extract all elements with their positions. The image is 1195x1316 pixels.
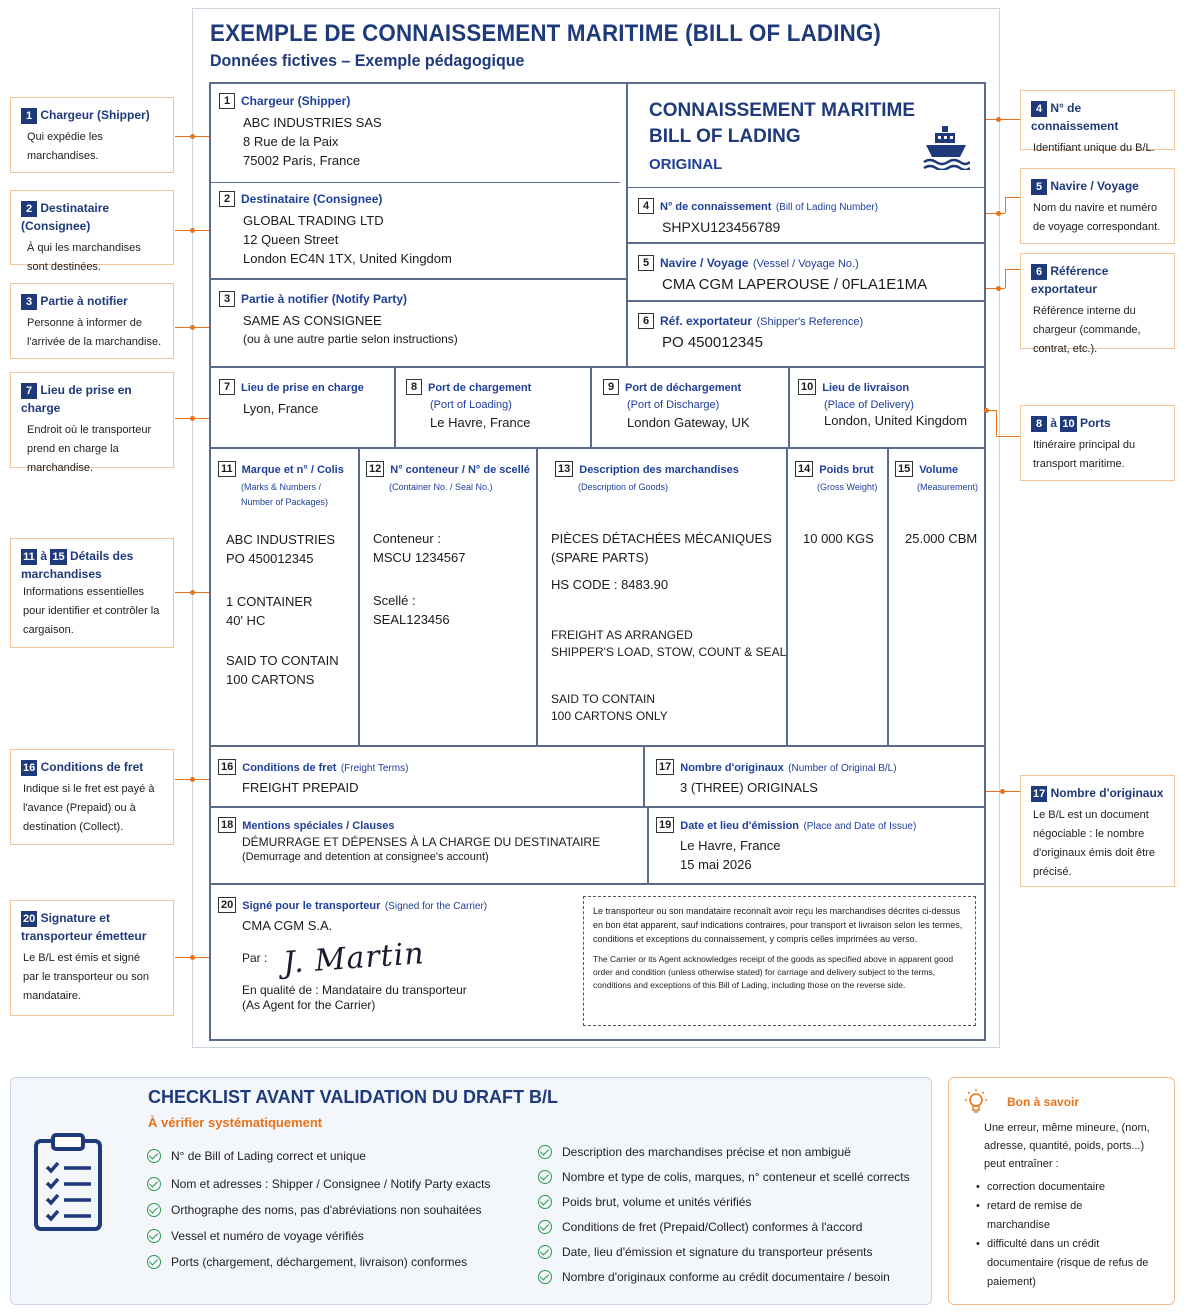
field-bl-number (638, 197, 983, 237)
field-sublabel: (Marks & Numbers / (241, 482, 322, 492)
signature: J. Martin (282, 935, 427, 981)
shipper-name: ABC INDUSTRIES SAS (243, 115, 382, 130)
callout-number: 6 (1031, 264, 1047, 280)
field-label: Poids brut (819, 464, 874, 476)
field-number: 13 (555, 461, 573, 477)
checklist-right (538, 1144, 928, 1294)
checklist-subtitle: À vérifier systématiquement (148, 1115, 323, 1130)
checklist-item-text: Ports (chargement, déchargement, livraison) conformes (171, 1255, 468, 1269)
checklist-item-text: Nom et adresses : Shipper / Consignee / Notify Party exacts (171, 1177, 491, 1191)
callout-title: Lieu de prise en charge (21, 383, 132, 415)
checklist-item (147, 1228, 527, 1244)
check-circle-icon (538, 1270, 552, 1284)
checklist-item-text: Poids brut, volume et unités vérifiés (562, 1195, 752, 1209)
marks-line: 1 CONTAINER (226, 594, 313, 609)
callout-number: 7 (21, 383, 37, 399)
callout-number: 16 (23, 761, 36, 774)
field-marks-numbers (218, 460, 358, 689)
capacity-line: En qualité de : Mandataire du transporteur (242, 983, 467, 997)
callout-number: 1 (21, 108, 37, 124)
field-sublabel: Number of Packages) (241, 497, 329, 507)
callout-desc: Informations essentielles pour identifier et contrôler la cargaison. (23, 586, 160, 636)
callout-goods-details (10, 538, 174, 648)
field-label: Signé pour le transporteur (242, 900, 381, 912)
marks-line: 100 CARTONS (226, 672, 315, 687)
field-label: N° conteneur / N° de scellé (390, 464, 530, 476)
field-sublabel: (Signed for the Carrier) (384, 901, 488, 912)
checklist-item (538, 1244, 928, 1260)
field-number: 18 (218, 817, 236, 833)
goods-line: FREIGHT AS ARRANGED (551, 628, 693, 642)
clause-line: DÉMURRAGE ET DÉPENSES À LA CHARGE DU DESTINATAIRE (242, 835, 601, 849)
checklist-item-text: Date, lieu d'émission et signature du transporteur présents (562, 1245, 873, 1259)
field-consignee (219, 190, 619, 268)
receipt-clause-box (583, 896, 976, 1026)
tip-intro: Une erreur, même mineure, (nom, adresse, quantité, poids, ports...) peut entraîner : (984, 1122, 1150, 1170)
issue-place: Le Havre, France (680, 838, 781, 853)
callout-desc: Identifiant unique du B/L. (1033, 142, 1155, 154)
ship-icon (922, 124, 970, 170)
shipper-city: 75002 Paris, France (243, 153, 361, 168)
bl-number-value: SHPXU123456789 (662, 219, 781, 235)
field-sublabel: (Place and Date of Issue) (803, 821, 917, 832)
checklist-item (538, 1144, 928, 1160)
field-sublabel: (Number of Original B/L) (788, 763, 897, 774)
field-label: Port de déchargement (625, 382, 742, 394)
consignee-city: London EC4N 1TX, United Kingdom (243, 251, 452, 266)
field-label: Lieu de prise en charge (241, 382, 364, 394)
checklist-title: CHECKLIST AVANT VALIDATION DU DRAFT B/L (148, 1087, 558, 1107)
field-number: 7 (219, 379, 235, 395)
checklist-item-text: Nombre et type de colis, marques, n° conteneur et scellé corrects (562, 1170, 910, 1184)
callout-title: N° de connaissement (1031, 101, 1119, 133)
place-of-receipt-value: Lyon, France (243, 401, 319, 416)
goods-line: 100 CARTONS ONLY (551, 709, 668, 723)
field-sublabel: (Freight Terms) (340, 763, 409, 774)
field-label: Conditions de fret (242, 762, 337, 774)
field-label: Port de chargement (428, 382, 532, 394)
clipboard-icon (33, 1133, 103, 1233)
goods-line: SAID TO CONTAIN (551, 692, 656, 706)
field-number: 15 (895, 461, 913, 477)
callout-title: Nombre d'originaux (1050, 786, 1164, 800)
field-number: 12 (366, 461, 384, 477)
field-label: Réf. exportateur (660, 314, 753, 328)
field-sublabel: (Vessel / Voyage No.) (752, 258, 859, 270)
callout-consignee (10, 190, 174, 273)
field-volume (895, 460, 985, 548)
checklist-item-text: N° de Bill of Lading correct et unique (171, 1149, 366, 1163)
field-number: 8 (406, 379, 422, 395)
checklist-item-text: Nombre d'originaux conforme au crédit documentaire / besoin (562, 1270, 890, 1284)
field-number: 17 (656, 759, 674, 775)
field-number: 10 (798, 379, 816, 395)
callout-ports (1020, 405, 1175, 481)
callout-number-originals (1020, 775, 1175, 887)
callout-desc: Le B/L est un document négociable : le nombre d'originaux émis doit être précisé. (1033, 809, 1155, 878)
field-sublabel: (Measurement) (917, 482, 979, 492)
marks-line: 40' HC (226, 613, 266, 628)
field-vessel-voyage (638, 254, 983, 294)
checklist-left (147, 1148, 527, 1279)
callout-desc: Personne à informer de l'arrivée de la marchandise. (27, 317, 162, 348)
field-label: Chargeur (Shipper) (241, 94, 351, 108)
callout-shipper-reference (1020, 253, 1175, 355)
consignee-address: 12 Queen Street (243, 232, 339, 247)
field-label: Description des marchandises (579, 464, 739, 476)
field-sublabel: (Description of Goods) (578, 482, 669, 492)
check-circle-icon (147, 1149, 161, 1163)
field-description-goods (551, 460, 787, 725)
check-circle-icon (538, 1220, 552, 1234)
check-circle-icon (538, 1145, 552, 1159)
check-circle-icon (538, 1170, 552, 1184)
field-sublabel: (Shipper's Reference) (756, 316, 864, 328)
place-of-delivery-value: London, United Kingdom (824, 413, 968, 428)
callout-title: Navire / Voyage (1050, 179, 1139, 193)
field-gross-weight (795, 460, 887, 548)
tip-item-text: retard de remise de marchandise (987, 1200, 1083, 1231)
tip-title: Bon à savoir (1007, 1095, 1080, 1109)
port-of-loading-value: Le Havre, France (430, 415, 531, 430)
field-number-originals (656, 758, 984, 797)
callout-title: Destinataire (Consignee) (21, 201, 110, 233)
checklist-item-text: Description des marchandises précise et non ambiguë (562, 1145, 851, 1159)
field-number: 6 (638, 313, 654, 329)
field-sublabel: (Place of Delivery) (824, 399, 914, 411)
carrier-name: CMA CGM S.A. (242, 918, 333, 933)
vessel-voyage-value: CMA CGM LAPEROUSE / 0FLA1E1MA (662, 276, 928, 293)
field-number: 20 (218, 897, 236, 913)
callout-title: Ports (1079, 416, 1111, 430)
shipper-reference-value: PO 450012345 (662, 334, 763, 351)
callout-joiner: à (1050, 416, 1058, 430)
callout-vessel-voyage (1020, 168, 1175, 244)
gross-weight-value: 10 000 KGS (803, 531, 874, 546)
checklist-item (538, 1269, 928, 1285)
callout-title: Partie à notifier (40, 294, 128, 308)
callout-number: 5 (1031, 179, 1047, 195)
field-sublabel: (Gross Weight) (817, 482, 878, 492)
callout-title: Signature et transporteur émetteur (21, 911, 147, 943)
checklist-item (147, 1254, 527, 1270)
check-circle-icon (538, 1245, 552, 1259)
checklist-item (538, 1169, 928, 1185)
clause-line: (Demurrage and detention at consignee's account) (242, 851, 489, 863)
check-circle-icon (147, 1255, 161, 1269)
checklist-item (538, 1194, 928, 1210)
field-sublabel: (Port of Discharge) (627, 399, 720, 411)
field-freight-terms (218, 758, 638, 797)
callout-number: 17 (1033, 787, 1046, 800)
field-label: Destinataire (Consignee) (241, 192, 383, 206)
notify-note: (ou à une autre partie selon instructions) (243, 332, 458, 346)
field-label: Lieu de livraison (822, 382, 910, 394)
container-label: Conteneur : (373, 531, 441, 546)
marks-line: SAID TO CONTAIN (226, 653, 339, 668)
callout-number: 20 (23, 912, 36, 925)
field-label: Mentions spéciales / Clauses (242, 820, 395, 832)
check-circle-icon (147, 1177, 161, 1191)
field-number: 9 (603, 379, 619, 395)
field-shipper-reference (638, 312, 983, 352)
check-circle-icon (147, 1203, 161, 1217)
signed-by-label: Par : (242, 950, 268, 965)
checklist-item-text: Vessel et numéro de voyage vérifiés (171, 1229, 364, 1243)
field-sublabel: (Bill of Lading Number) (775, 202, 879, 213)
field-port-of-loading (406, 378, 588, 432)
freight-terms-value: FREIGHT PREPAID (242, 780, 359, 795)
clause-french: Le transporteur ou son mandataire reconnaît avoir reçu les marchandises décrites ci-dessus en bon état apparent, sauf indications contraires, pour transport et livraison selon les termes, conditions et exceptions du connaissement, y compris celles imprimées au verso. (593, 906, 963, 944)
field-label: N° de connaissement (660, 201, 772, 213)
field-label: Volume (919, 464, 959, 476)
consignee-name: GLOBAL TRADING LTD (243, 213, 384, 228)
field-number: 5 (638, 255, 654, 271)
volume-value: 25.000 CBM (905, 531, 978, 546)
callout-title: Référence exportateur (1031, 264, 1109, 296)
check-circle-icon (538, 1195, 552, 1209)
field-sublabel: (Container No. / Seal No.) (389, 482, 493, 492)
container-value: MSCU 1234567 (373, 550, 466, 565)
callout-freight-terms (10, 749, 174, 845)
page-subtitle: Données fictives – Exemple pédagogique (210, 51, 525, 70)
goods-line: SHIPPER'S LOAD, STOW, COUNT & SEAL (551, 645, 787, 659)
issue-date: 15 mai 2026 (680, 857, 752, 872)
bl-header-line1: CONNAISSEMENT MARITIME (649, 100, 915, 121)
callout-number: 15 (52, 550, 65, 563)
field-number: 16 (218, 759, 236, 775)
checklist-item (147, 1176, 527, 1192)
callout-desc: Qui expédie les marchandises. (27, 131, 103, 162)
field-place-of-delivery (798, 378, 984, 430)
tip-item: • retard de remise de marchandise (976, 1197, 1168, 1235)
field-place-of-receipt (219, 378, 391, 418)
page-title: EXEMPLE DE CONNAISSEMENT MARITIME (BILL OF LADING) (210, 20, 882, 47)
field-place-date-issue (656, 816, 984, 874)
clause-english: The Carrier or its Agent acknowledges receipt of the goods as specified above in apparent good order and condition (unless otherwise stated) for carriage and delivery subject to the terms, conditions and exceptions of this Bill of Lading, including those on the reverse side. (593, 954, 954, 990)
field-label: Nombre d'originaux (680, 762, 784, 774)
field-label: Partie à notifier (Notify Party) (241, 292, 408, 306)
field-number: 4 (638, 198, 654, 214)
originals-value: 3 (THREE) ORIGINALS (680, 780, 818, 795)
capacity-line: (As Agent for the Carrier) (242, 998, 376, 1012)
check-circle-icon (147, 1229, 161, 1243)
callout-desc: Endroit où le transporteur prend en charge la marchandise. (27, 424, 152, 474)
callout-number: 11 (21, 549, 37, 565)
callout-place-of-receipt (10, 372, 174, 474)
callout-title: Détails des marchandises (21, 549, 134, 581)
checklist-item (538, 1219, 928, 1235)
field-number: 11 (218, 461, 236, 477)
tip-item: • difficulté dans un crédit documentaire (risque de refus de paiement) (976, 1235, 1168, 1292)
notify-value: SAME AS CONSIGNEE (243, 313, 382, 328)
marks-line: ABC INDUSTRIES (226, 532, 336, 547)
checklist-item-text: Orthographe des noms, pas d'abréviations non souhaitées (171, 1203, 482, 1217)
callout-notify-party (10, 283, 174, 359)
bl-header-line2: BILL OF LADING (649, 126, 801, 147)
callout-bl-number (1020, 90, 1175, 154)
callout-number: 2 (21, 201, 37, 217)
callout-number: 4 (1031, 101, 1047, 117)
lightbulb-icon (962, 1088, 990, 1118)
goods-line: (SPARE PARTS) (551, 550, 649, 565)
original-label: ORIGINAL (649, 156, 723, 173)
field-number: 3 (219, 291, 235, 307)
shipper-address: 8 Rue de la Paix (243, 134, 339, 149)
checklist-item (147, 1148, 527, 1164)
callout-number: 10 (1062, 417, 1075, 430)
callout-desc: À qui les marchandises sont destinées. (27, 242, 141, 273)
field-number: 2 (219, 191, 235, 207)
field-shipper (219, 92, 614, 170)
seal-value: SEAL123456 (373, 612, 450, 627)
goods-line: PIÈCES DÉTACHÉES MÉCANIQUES (551, 531, 772, 546)
field-label: Marque et n° / Colis (241, 464, 344, 476)
callout-title: Conditions de fret (40, 760, 144, 774)
callout-desc: Nom du navire et numéro de voyage correspondant. (1033, 202, 1161, 233)
callout-desc: Indique si le fret est payé à l'avance (Prepaid) ou à destination (Collect). (23, 783, 155, 833)
tip-item-text: correction documentaire (987, 1181, 1106, 1193)
callout-desc: Itinéraire principal du transport maritime. (1033, 439, 1136, 470)
field-container-seal (366, 460, 536, 629)
field-signature (218, 896, 578, 1013)
tip-item: • correction documentaire (976, 1178, 1168, 1197)
field-number: 19 (656, 817, 674, 833)
callout-desc: Référence interne du chargeur (commande, contrat, etc.). (1033, 305, 1141, 355)
callout-joiner: à (40, 549, 48, 563)
port-of-discharge-value: London Gateway, UK (627, 415, 750, 430)
callout-number: 8 (1031, 416, 1047, 432)
marks-line: PO 450012345 (226, 551, 314, 566)
callout-shipper (10, 97, 174, 173)
seal-label: Scellé : (373, 593, 416, 608)
hs-code: HS CODE : 8483.90 (551, 577, 669, 592)
field-label: Navire / Voyage (660, 256, 749, 270)
checklist-item (147, 1202, 527, 1218)
callout-number: 3 (21, 294, 37, 310)
field-notify-party (219, 290, 619, 349)
field-port-of-discharge (603, 378, 785, 432)
tip-list (976, 1178, 1168, 1292)
callout-title: Chargeur (Shipper) (40, 108, 150, 122)
callout-signature (10, 900, 174, 1016)
callout-desc: Le B/L est émis et signé par le transporteur ou son mandataire. (23, 952, 149, 1002)
tip-item-text: difficulté dans un crédit documentaire (risque de refus de paiement) (987, 1238, 1149, 1288)
checklist-item-text: Conditions de fret (Prepaid/Collect) conformes à l'accord (562, 1220, 863, 1234)
field-sublabel: (Port of Loading) (430, 399, 512, 411)
field-special-clauses (218, 816, 643, 865)
field-label: Date et lieu d'émission (680, 820, 800, 832)
field-number: 14 (795, 461, 813, 477)
field-number: 1 (219, 93, 235, 109)
